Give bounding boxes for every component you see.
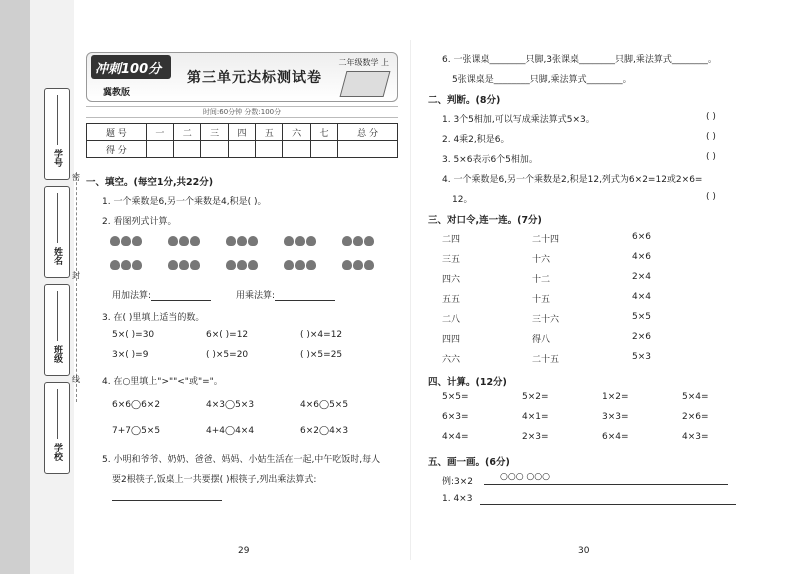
q4-item[interactable]: 6×6◯6×2 — [112, 400, 161, 410]
duck-group — [168, 236, 202, 250]
q3-item[interactable]: ( )×5=20 — [206, 350, 249, 360]
section-1-title: 一、填空。(每空1分,共22分) — [86, 177, 214, 188]
score-cell: 六 — [283, 124, 310, 141]
name-stub — [44, 186, 70, 278]
score-cell: 二 — [174, 124, 201, 141]
cut-label-line: 线 — [72, 375, 80, 384]
score-table-header-row — [87, 124, 398, 141]
duck-group — [284, 260, 318, 274]
edition-label: 冀教版 — [103, 88, 131, 98]
score-input-cell[interactable] — [228, 141, 255, 158]
q3-item[interactable]: ( )×5=25 — [300, 350, 343, 360]
q3-item[interactable]: 3×( )=9 — [112, 350, 149, 360]
school-stub — [44, 382, 70, 474]
score-input-cell[interactable] — [256, 141, 283, 158]
score-input-cell[interactable] — [201, 141, 228, 158]
q4-item[interactable]: 4×6◯5×5 — [300, 400, 349, 410]
judge-answer-box[interactable]: ( ) — [706, 132, 716, 142]
q2-mul-line — [236, 288, 335, 301]
draw-example-line — [484, 484, 728, 485]
question-6-line-2: 5张课桌是________只脚,乘法算式________。 — [452, 75, 632, 85]
q2-mul-label: 用乘法算: — [236, 291, 276, 301]
expression-item[interactable]: 5×3 — [632, 352, 651, 362]
duck-group — [226, 236, 260, 250]
score-cell: 五 — [256, 124, 283, 141]
score-input-cell[interactable] — [310, 141, 337, 158]
score-row-label: 得 分 — [87, 141, 147, 158]
student-number-line — [57, 95, 58, 145]
q2-add-label: 用加法算: — [112, 291, 152, 301]
product-item[interactable]: 二十四 — [532, 235, 560, 245]
product-item[interactable]: 得八 — [532, 335, 551, 345]
q5-answer-line[interactable] — [112, 500, 222, 501]
duck-group — [342, 236, 376, 250]
page-number-right: 30 — [578, 546, 590, 556]
question-2: 2. 看图列式计算。 — [102, 217, 177, 227]
name-line — [57, 193, 58, 243]
score-input-cell[interactable] — [146, 141, 173, 158]
question-5-line-2: 要2根筷子,饭桌上一共要摆( )根筷子,列出乘法算式: — [112, 475, 317, 485]
score-cell: 四 — [228, 124, 255, 141]
score-input-cell[interactable] — [283, 141, 310, 158]
duck-group — [110, 236, 144, 250]
chant-item[interactable]: 四六 — [442, 275, 461, 285]
duck-group — [342, 260, 376, 274]
product-item[interactable]: 十五 — [532, 295, 551, 305]
section-4-title: 四、计算。(12分) — [428, 377, 507, 388]
judge-item: 4. 一个乘数是6,另一个乘数是2,积是12,列式为6×2=12或2×6= — [442, 175, 703, 185]
product-item[interactable]: 十二 — [532, 275, 551, 285]
chant-item[interactable]: 三五 — [442, 255, 461, 265]
chant-item[interactable]: 四四 — [442, 335, 461, 345]
calc-item[interactable]: 6×4= — [602, 432, 629, 442]
draw-example-label: 例:3×2 — [442, 477, 474, 487]
time-score-line: 时间:60分钟 分数:100分 — [86, 106, 398, 118]
calc-item[interactable]: 5×5= — [442, 392, 469, 402]
chant-item[interactable]: 五五 — [442, 295, 461, 305]
school-label: 学校 — [52, 443, 62, 461]
calc-item[interactable]: 5×2= — [522, 392, 549, 402]
cut-line — [76, 172, 77, 402]
q3-item[interactable]: 6×( )=12 — [206, 330, 249, 340]
school-line — [57, 389, 58, 439]
test-title: 第三单元达标测试卷 — [187, 70, 322, 86]
chant-item[interactable]: 六六 — [442, 355, 461, 365]
score-table — [86, 123, 398, 158]
section-5-title: 五、画一画。(6分) — [428, 457, 510, 468]
gutter-shade — [0, 0, 30, 574]
q4-item[interactable]: 4+4◯4×4 — [206, 426, 255, 436]
q3-item[interactable]: ( )×4=12 — [300, 330, 343, 340]
calc-item[interactable]: 5×4= — [682, 392, 709, 402]
expression-item[interactable]: 2×4 — [632, 272, 651, 282]
expression-item[interactable]: 4×4 — [632, 292, 651, 302]
expression-item[interactable]: 2×6 — [632, 332, 651, 342]
expression-item[interactable]: 4×6 — [632, 252, 651, 262]
score-input-cell[interactable] — [174, 141, 201, 158]
duck-picture — [110, 236, 390, 280]
judge-answer-box[interactable]: ( ) — [706, 112, 716, 122]
draw-example-circles: ○○○ ○○○ — [500, 472, 550, 482]
page-number-left: 29 — [238, 546, 250, 556]
q2-add-blank[interactable] — [151, 292, 211, 301]
q4-item[interactable]: 6×2◯4×3 — [300, 426, 349, 436]
judge-item: 2. 4乘2,积是6。 — [442, 135, 510, 145]
score-table-score-row — [87, 141, 398, 158]
question-5-line-1: 5. 小明和爷爷、奶奶、爸爸、妈妈、小姑生活在一起,中午吃饭时,每人 — [102, 455, 381, 465]
brand-logo: 冲刺100分 — [91, 55, 171, 79]
question-3: 3. 在( )里填上适当的数。 — [102, 313, 205, 323]
judge-item: 1. 3个5相加,可以写成乘法算式5×3。 — [442, 115, 595, 125]
calc-item[interactable]: 2×3= — [522, 432, 549, 442]
calc-item[interactable]: 4×4= — [442, 432, 469, 442]
score-cell: 七 — [310, 124, 337, 141]
student-number-label: 学号 — [52, 149, 62, 167]
score-input-cell[interactable] — [338, 141, 398, 158]
judge-answer-box[interactable]: ( ) — [706, 152, 716, 162]
judge-item-continued: 12。 — [452, 195, 473, 205]
chant-item[interactable]: 二四 — [442, 235, 461, 245]
question-4: 4. 在○里填上">""<"或"="。 — [102, 377, 223, 387]
calc-item[interactable]: 2×6= — [682, 412, 709, 422]
product-item[interactable]: 十六 — [532, 255, 551, 265]
calc-item[interactable]: 4×3= — [682, 432, 709, 442]
duck-group — [226, 260, 260, 274]
question-6-line-1: 6. 一张课桌________只脚,3张课桌________只脚,乘法算式________。 — [442, 55, 717, 65]
duck-group — [284, 236, 318, 250]
duck-group — [168, 260, 202, 274]
score-cell: 三 — [201, 124, 228, 141]
score-cell: 题 号 — [87, 124, 147, 141]
q2-add-line — [112, 288, 211, 301]
q2-mul-blank[interactable] — [275, 292, 335, 301]
class-line — [57, 291, 58, 341]
calc-item[interactable]: 1×2= — [602, 392, 629, 402]
grade-label: 二年级数学 上 — [338, 58, 389, 67]
judge-answer-box[interactable]: ( ) — [706, 192, 716, 202]
class-stub — [44, 284, 70, 376]
cut-label-seal: 密 — [72, 173, 80, 182]
cut-label-close: 封 — [72, 271, 80, 280]
draw-question-1: 1. 4×3 — [442, 494, 473, 504]
test-header — [86, 52, 398, 102]
name-label: 姓名 — [52, 247, 62, 265]
expression-item[interactable]: 5×5 — [632, 312, 651, 322]
draw-answer-line[interactable] — [480, 504, 736, 505]
section-3-title: 三、对口令,连一连。(7分) — [428, 215, 542, 226]
expression-item[interactable]: 6×6 — [632, 232, 651, 242]
q4-item[interactable]: 4×3◯5×3 — [206, 400, 255, 410]
calc-item[interactable]: 3×3= — [602, 412, 629, 422]
duck-group — [110, 260, 144, 274]
chant-item[interactable]: 二八 — [442, 315, 461, 325]
calc-item[interactable]: 4×1= — [522, 412, 549, 422]
page-divider — [410, 40, 411, 560]
judge-item: 3. 5×6表示6个5相加。 — [442, 155, 538, 165]
section-2-title: 二、判断。(8分) — [428, 95, 501, 106]
q4-item[interactable]: 7+7◯5×5 — [112, 426, 161, 436]
score-cell: 一 — [146, 124, 173, 141]
score-cell: 总 分 — [338, 124, 398, 141]
product-item[interactable]: 三十六 — [532, 315, 560, 325]
book-illustration — [340, 71, 391, 97]
binding-gutter — [0, 0, 74, 574]
calc-item[interactable]: 6×3= — [442, 412, 469, 422]
question-1: 1. 一个乘数是6,另一个乘数是4,积是( )。 — [102, 197, 267, 207]
student-number-stub — [44, 88, 70, 180]
product-item[interactable]: 二十五 — [532, 355, 560, 365]
q3-item[interactable]: 5×( )=30 — [112, 330, 155, 340]
class-label: 班级 — [52, 345, 62, 363]
